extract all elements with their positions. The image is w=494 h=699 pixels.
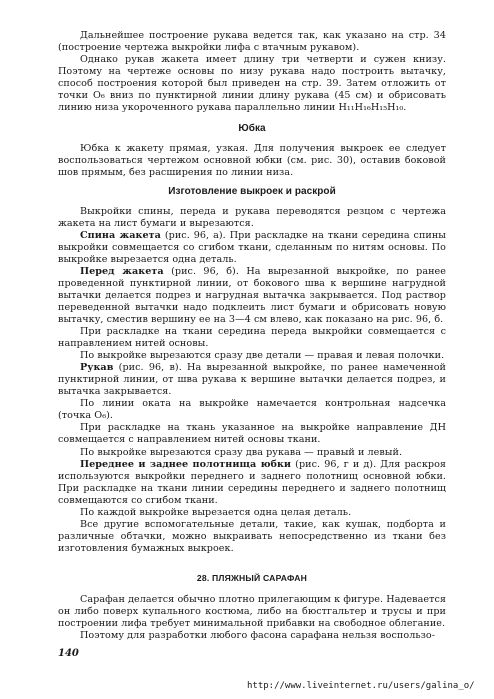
paragraph: По каждой выкройке вырезается одна целая деталь. [80, 506, 352, 518]
paragraph [58, 362, 446, 398]
paragraph-text: (рис. 96, а). При раскладке на ткани середина спины выкройки совмещается со сгибом ткани, сделанным по нитям основы. По выкройке вырезается одна деталь. [58, 229, 446, 265]
paragraph: По линии оката на выкройке намечается контрольная надсечка (точка O₆). [58, 398, 446, 422]
paragraph: Поэтому для разработки любого фасона сарафана нельзя воспользо- [80, 630, 436, 642]
paragraph: Дальнейшее построение рукава ведется так, как указано на стр. 34 (построение чертежа выкройки лифа с втачным рукавом). [58, 30, 446, 54]
paragraph-text: (рис. 96, в). На вырезанной выкройке, по ранее намеченной пунктирной линии, от шва рукава к вершине вытачки делается подрез, и вытачка закрывается. [58, 362, 446, 398]
paragraph: Однако рукав жакета имеет длину три четверти и сужен книзу. Поэтому на чертеже основы по низу рукава надо построить вытачку, способ построения которой был приведен на стр. 39. Затем отложить от точки O₆ вниз по пунктирной линии длину рукава (45 см) и обрисовать линию низа укороченного рукава параллельно линии H₁₁H₁₆H₁₅H₁₀. [58, 54, 446, 114]
section-heading-skirt: Юбка [238, 123, 266, 135]
paragraph: Сарафан делается обычно плотно прилегающим к фигуре. Надевается он либо поверх купального костюма, либо на бюстгальтер и трусы и при построении лифа требует минимальной прибавки на свободное облегание. [58, 593, 446, 630]
paragraph: По выкройке вырезаются сразу два рукава — правый и левый. [80, 446, 403, 458]
source-url[interactable]: http://www.liveinternet.ru/users/galina_o/ [247, 681, 475, 691]
paragraph: Выкройки спины, переда и рукава переводятся резцом с чертежа жакета на лист бумаги и вырезаются. [58, 205, 446, 229]
section-heading-sarafan: 28. ПЛЯЖНЫЙ САРАФАН [196, 572, 308, 583]
term-skirt-panels: Переднее и заднее полотнища юбки [80, 458, 292, 470]
paragraph: Все другие вспомогательные детали, такие, как кушак, подборта и различные обтачки, можно выкраивать непосредственно из ткани без изготовления бумажных выкроек. [58, 518, 446, 554]
paragraph-text: (рис. 96, б). На вырезанной выкройке, по ранее проведенной пунктирной линии, от бокового шва к вершине нагрудной вытачки делается подрез и нагрудная вытачка закрывается. Под раствор переведенной вытачки надо подклеить лист бумаги и обрисовать новую вытачку, сместив вершину ее на 3—4 см влево, как показано на рис. 96, б. [58, 265, 446, 325]
paragraph [58, 459, 446, 507]
paragraph: При раскладке на ткани середина переда выкройки совмещается с направлением нитей основы. [58, 326, 446, 350]
paragraph: При раскладке на ткань указанное на выкройке направление ДН совмещается с направлением нитей основы ткани. [58, 422, 446, 446]
section-heading-making: Изготовление выкроек и раскрой [168, 185, 336, 197]
page-number: 140 [58, 648, 79, 659]
paragraph: По выкройке вырезаются сразу две детали — правая и левая полочки. [80, 350, 445, 362]
term-back: Спина жакета [80, 229, 161, 241]
term-front: Перед жакета [80, 265, 164, 277]
paragraph-text: (рис. 96, г и д). Для раскроя используются выкройки переднего и заднего полотнищ основной юбки. При раскладке на ткани линии середины переднего и заднего полотнищ совмещаются со сгибом ткани. [58, 458, 446, 506]
page-body [58, 30, 446, 642]
paragraph [58, 230, 446, 266]
paragraph: Юбка к жакету прямая, узкая. Для получения выкроек ее следует воспользоваться чертежом основной юбки (см. рис. 30), оставив боковой шов прямым, без расширения по линии низа. [58, 143, 446, 179]
term-sleeve: Рукав [80, 362, 114, 374]
paragraph [58, 266, 446, 326]
